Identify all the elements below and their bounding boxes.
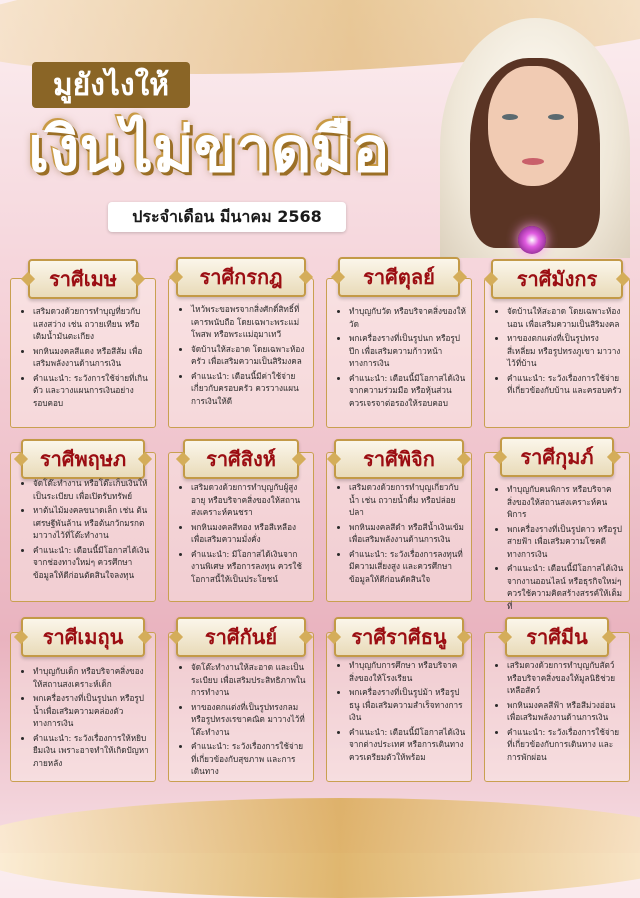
zodiac-sign-title: ราศีมังกร	[491, 259, 623, 299]
tip-item: • คำแนะนำ: ระวังการใช้จ่ายที่เกินตัว และวางแผนการเงินอย่างรอบคอบ	[33, 372, 150, 410]
tip-item: • ทำบุญกับคนพิการ หรือบริจาคสิ่งของให้สถานสงเคราะห์คนพิการ	[507, 483, 624, 521]
tips-list	[19, 665, 150, 771]
tip-item: • หาของตกแต่งที่เป็นรูปทรงสี่เหลี่ยม หรือรูปทรงภูเขา มาวางไว้ที่บ้าน	[507, 332, 624, 370]
tip-item: • จัดโต๊ะทำงานให้สะอาด และเป็นระเบียบ เพื่อเสริมประสิทธิภาพในการทำงาน	[191, 661, 308, 699]
month-label: ประจำเดือน มีนาคม 2568	[108, 202, 346, 232]
tip-item: • คำแนะนำ: เดือนนี้มีโอกาสได้เงินจากต่างประเทศ หรือการเดินทาง ควรเตรียมตัวให้พร้อม	[349, 726, 466, 764]
zodiac-sign-title: ราศีสิงห์	[183, 439, 299, 479]
tip-item: • คำแนะนำ: ระวังเรื่องการลงทุนที่มีความเสี่ยงสูง และควรศึกษาข้อมูลให้ดีก่อนตัดสินใจ	[349, 548, 466, 586]
fortune-teller-portrait	[430, 18, 630, 258]
zodiac-card	[326, 265, 472, 428]
zodiac-card	[484, 625, 630, 782]
tips-list	[177, 481, 308, 587]
tip-item: • คำแนะนำ: ระวังเรื่องการใช้จ่ายที่เกี่ยวข้องกับการเดินทาง และการพักผ่อน	[507, 726, 624, 764]
tip-item: • ทำบุญกับวัด หรือบริจาคสิ่งของให้วัด	[349, 305, 466, 330]
tip-item: • ไหว้พระขอพรจากสิ่งศักดิ์สิทธิ์ที่เคารพนับถือ โดยเฉพาะพระแม่โพสพ หรือพระแม่อุมาเทวี	[191, 303, 308, 341]
zodiac-sign-title: ราศีกรกฎ	[176, 257, 306, 297]
tip-item: • เสริมดวงด้วยการทำบุญกับสัตว์ หรือบริจาคสิ่งของให้มูลนิธิช่วยเหลือสัตว์	[507, 659, 624, 697]
zodiac-card	[168, 625, 314, 782]
tip-item: • คำแนะนำ: ระวังเรื่องการใช้จ่ายที่เกี่ยวข้องกับสุขภาพ และการเดินทาง	[191, 740, 308, 778]
tip-item: • คำแนะนำ: ระวังเรื่องการใช้จ่ายที่เกี่ยวข้องกับบ้าน และครอบครัว	[507, 372, 624, 397]
decorative-gold-swoosh-bottom	[0, 798, 640, 898]
tip-item: • คำแนะนำ: เดือนนี้มีโอกาสได้เงินจากช่องทางใหม่ๆ ควรศึกษาข้อมูลให้ดีก่อนตัดสินใจลงทุน	[33, 544, 150, 582]
tip-item: • พกหินมงคลสีดำ หรือสีน้ำเงินเข้ม เพื่อเสริมพลังงานด้านการเงิน	[349, 521, 466, 546]
glowing-gem-icon	[518, 226, 546, 254]
tip-item: • คำแนะนำ: เดือนนี้มีโอกาสได้เงินจากความร่วมมือ หรือหุ้นส่วน ควรเจรจาต่อรองให้รอบคอบ	[349, 372, 466, 410]
tip-item: • พกเครื่องรางที่เป็นรูปม้า หรือรูปธนู เพื่อเสริมความสำเร็จทางการเงิน	[349, 686, 466, 724]
tip-item: • ทำบุญกับเด็ก หรือบริจาคสิ่งของให้สถานสงเคราะห์เด็ก	[33, 665, 150, 690]
tip-item: • หาต้นไม้มงคลขนาดเล็ก เช่น ต้นเศรษฐีพันล้าน หรือต้นกวักมรกต มาวางไว้ที่โต๊ะทำงาน	[33, 504, 150, 542]
face-shape	[488, 66, 578, 186]
zodiac-sign-title: ราศีเมษ	[28, 259, 138, 299]
tip-item: • คำแนะนำ: เดือนนี้มีค่าใช้จ่ายเกี่ยวกับครอบครัว ควรวางแผนการเงินให้ดี	[191, 370, 308, 408]
zodiac-card	[484, 445, 630, 611]
tip-item: • เสริมดวงด้วยการทำบุญกับผู้สูงอายุ หรือบริจาคสิ่งของให้สถานสงเคราะห์คนชรา	[191, 481, 308, 519]
tip-item: • เสริมดวงด้วยการทำบุญเกี่ยวกับน้ำ เช่น ถวายน้ำดื่ม หรือปล่อยปลา	[349, 481, 466, 519]
page-title: เงินไม่ขาดมือ	[28, 113, 390, 186]
tips-list	[493, 659, 624, 765]
tip-item: • พกเครื่องรางที่เป็นรูปดาว หรือรูปสายฟ้า เพื่อเสริมความโชคดีทางการเงิน	[507, 523, 624, 561]
zodiac-card	[10, 625, 156, 782]
tip-item: • เสริมดวงด้วยการทำบุญที่ยวกับแสงสว่าง เช่น ถวายเทียน หรือเติมน้ำมันตะเกียง	[33, 305, 150, 343]
tip-item: • พกเครื่องรางที่เป็นรูปนก หรือรูปน้ำเพื่อเสริมความคล่องตัวทางการเงิน	[33, 692, 150, 730]
zodiac-sign-title: ราศีกันย์	[176, 617, 306, 657]
zodiac-card	[326, 447, 472, 602]
zodiac-card	[326, 625, 472, 782]
zodiac-card	[168, 447, 314, 602]
tip-item: • คำแนะนำ: มีโอกาสได้เงินจากงานพิเศษ หรือการลงทุน ควรใช้โอกาสนี้ให้เป็นประโยชน์	[191, 548, 308, 586]
zodiac-card	[484, 267, 630, 428]
zodiac-sign-title: ราศีราศีธนู	[334, 617, 464, 657]
zodiac-card	[168, 265, 314, 428]
tips-list	[493, 483, 624, 614]
tip-item: • คำแนะนำ: ระวังเรื่องการให้หยิบยืมเงิน เพราะอาจทำให้เกิดปัญหาภายหลัง	[33, 732, 150, 770]
tips-list	[177, 303, 308, 409]
zodiac-sign-title: ราศีมีน	[505, 617, 609, 657]
tip-item: • หาของตกแต่งที่เป็นรูปทรงกลม หรือรูปทรงเรขาคณิต มาวางไว้ที่โต๊ะทำงาน	[191, 701, 308, 739]
zodiac-card	[10, 447, 156, 602]
tips-list	[335, 659, 466, 765]
title-tagline: มูยังไงให้	[32, 62, 190, 108]
tips-list	[335, 305, 466, 411]
right-eye-shape	[548, 114, 564, 120]
left-eye-shape	[502, 114, 518, 120]
tip-item: • จัดบ้านให้สะอาด โดยเฉพาะห้องนอน เพื่อเสริมความเป็นสิริมงคล	[507, 305, 624, 330]
tips-list	[493, 305, 624, 399]
tip-item: • พกหินมงคลสีฟ้า หรือสีม่วงอ่อน เพื่อเสริมพลังงานด้านการเงิน	[507, 699, 624, 724]
tips-list	[19, 305, 150, 411]
tips-list	[177, 661, 308, 780]
tip-item: • พกหินมงคลสีแดง หรือสีส้ม เพื่อเสริมพลังงานด้านการเงิน	[33, 345, 150, 370]
tip-item: • จัดบ้านให้สะอาด โดยเฉพาะห้องครัว เพื่อเสริมความเป็นสิริมงคล	[191, 343, 308, 368]
tip-item: • คำแนะนำ: เดือนนี้มีโอกาสได้เงินจากงานออนไลน์ หรือธุรกิจใหม่ๆ ควรใช้ความคิดสร้างสรรค์ให้เต็มที่	[507, 562, 624, 612]
zodiac-sign-title: ราศีพฤษภ	[21, 439, 145, 479]
tip-item: • จัดโต๊ะทำงาน หรือโต๊ะเก็บเงินให้เป็นระเบียบ เพื่อเปิดรับทรัพย์	[33, 477, 150, 502]
lips-shape	[522, 158, 544, 165]
tips-list	[335, 481, 466, 587]
tips-list	[19, 477, 150, 583]
tip-item: • พกหินมงคลสีทอง หรือสีเหลือง เพื่อเสริมความมั่งคั่ง	[191, 521, 308, 546]
zodiac-sign-title: ราศีเมถุน	[21, 617, 145, 657]
zodiac-sign-title: ราศีพิจิก	[334, 439, 464, 479]
tip-item: • ทำบุญกับการศึกษา หรือบริจาคสิ่งของให้โรงเรียน	[349, 659, 466, 684]
tip-item: • พกเครื่องรางที่เป็นรูปนก หรือรูปปีก เพื่อเสริมความก้าวหน้าทางการเงิน	[349, 332, 466, 370]
zodiac-sign-title: ราศีกุมภ์	[500, 437, 614, 477]
zodiac-sign-title: ราศีตุลย์	[338, 257, 460, 297]
zodiac-card	[10, 267, 156, 428]
